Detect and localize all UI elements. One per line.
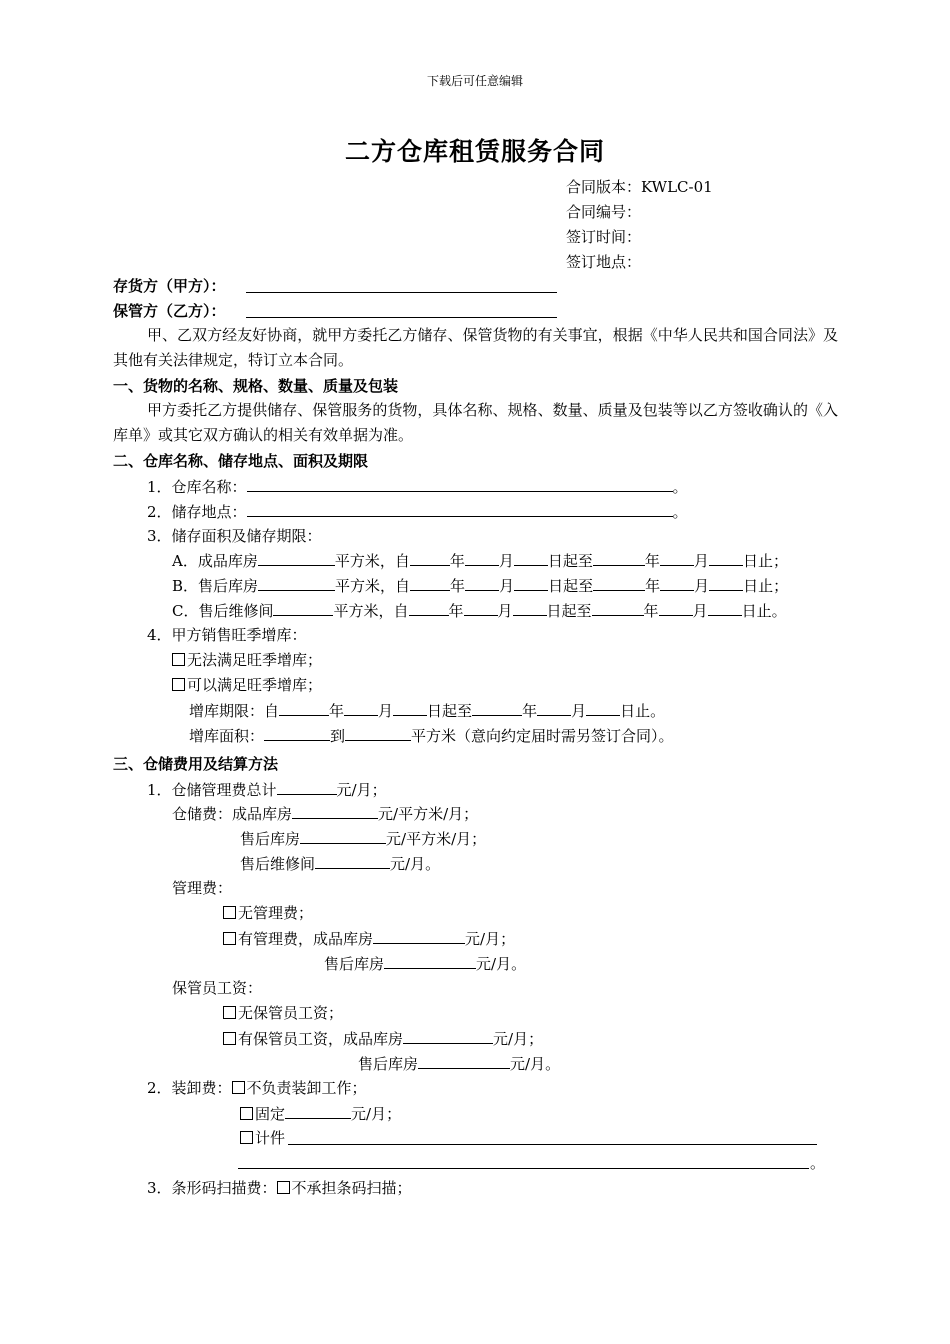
checkbox[interactable] [172, 678, 185, 691]
mgmt-fee-label: 管理费： [172, 879, 233, 897]
sign-place-label: 签订地点： [566, 253, 642, 271]
header-note: 下载后可任意编辑 [426, 74, 523, 88]
row-b-start-year-blank[interactable] [410, 576, 450, 591]
storage-fee-finished-blank[interactable] [292, 804, 378, 819]
section-1-body: 甲方委托乙方提供储存、保管服务的货物，具体名称、规格、数量、质量及包装等以乙方签收确认的《入库单》或其它双方确认的相关有效单据为准。 [113, 401, 838, 444]
extra-area-min-blank[interactable] [264, 726, 330, 741]
extra-start-month-blank[interactable] [344, 701, 378, 716]
row-a-start-month-blank[interactable] [465, 551, 499, 566]
row-c-area-blank[interactable] [273, 601, 333, 616]
checkbox[interactable] [223, 1006, 236, 1019]
row-c-end-day-blank[interactable] [708, 601, 742, 616]
row-b-start-day-blank[interactable] [514, 576, 548, 591]
year-text: 年 [645, 577, 661, 595]
extra-period-label: 增库期限：自 [189, 702, 280, 720]
unit-text: 元/月； [336, 781, 387, 799]
sqm-from-text: 平方米，自 [334, 552, 410, 570]
month-text: 月 [692, 602, 708, 620]
sqm-from-text: 平方米，自 [333, 602, 409, 620]
unit-text: 元/月； [351, 1105, 402, 1123]
storage-fee-repair-row [240, 854, 440, 873]
unit-text: 元/平方米/月； [378, 805, 479, 823]
unit-text: 元/平方米/月； [386, 830, 487, 848]
day-from-to-text: 日起至 [427, 702, 473, 720]
section-2-heading: 二、仓库名称、储存地点、面积及期限 [113, 452, 369, 470]
section-1-heading: 一、货物的名称、规格、数量、质量及包装 [113, 377, 399, 395]
storage-place-label: 2．储存地点： [147, 503, 247, 521]
finished-room-text: 成品库房 [232, 805, 293, 823]
row-b-area-blank[interactable] [258, 576, 335, 591]
row-c-start-day-blank[interactable] [513, 601, 547, 616]
row-a-end-day-blank[interactable] [709, 551, 743, 566]
day-from-to-text: 日起至 [548, 577, 594, 595]
finished-room-text: 成品库房 [343, 1030, 404, 1048]
year-text: 年 [449, 552, 465, 570]
unit-text: 元/月； [465, 930, 516, 948]
no-scan-label: 不承担条码扫描； [291, 1179, 412, 1197]
warehouse-name-blank[interactable] [247, 477, 673, 492]
page-title: 二方仓库租赁服务合同 [344, 137, 605, 166]
row-a-start-day-blank[interactable] [514, 551, 548, 566]
row-c-label: C．售后维修间 [172, 602, 274, 620]
row-a-end-month-blank[interactable] [660, 551, 694, 566]
row-b-end-month-blank[interactable] [660, 576, 694, 591]
row-a-end-year-blank[interactable] [593, 551, 645, 566]
period-mark: 。 [672, 503, 688, 521]
keeper-wage-label: 保管员工资： [172, 979, 263, 997]
checkbox[interactable] [172, 653, 185, 666]
checkbox[interactable] [240, 1107, 253, 1120]
area-row-c [172, 601, 787, 620]
peak-option-no-label: 无法满足旺季增库； [187, 651, 323, 669]
custodian-label: 保管方（乙方）： [113, 302, 226, 320]
day-end-text: 日止。 [741, 602, 787, 620]
sign-time-label: 签订时间： [566, 228, 642, 246]
storage-fee-repair-blank[interactable] [315, 854, 390, 869]
extra-start-year-blank[interactable] [279, 701, 329, 716]
year-text: 年 [643, 602, 659, 620]
storage-fee-finished-row [172, 804, 478, 823]
period-mark: 。 [672, 478, 688, 496]
extra-area-label: 增库面积： [189, 727, 265, 745]
after-room-text: 售后库房 [358, 1055, 419, 1073]
day-from-to-text: 日起至 [547, 552, 593, 570]
warehouse-name-row [147, 477, 688, 496]
finished-room-text: 成品库房 [313, 930, 374, 948]
area-row-b [172, 576, 788, 595]
unit-text: 元/月。 [476, 955, 527, 973]
row-b-start-month-blank[interactable] [465, 576, 499, 591]
handling-fixed-row [240, 1104, 401, 1123]
row-b-end-day-blank[interactable] [709, 576, 743, 591]
checkbox[interactable] [232, 1081, 245, 1094]
row-a-label: A．成品库房 [172, 552, 258, 570]
checkbox[interactable] [223, 906, 236, 919]
extra-end-day-blank[interactable] [586, 701, 620, 716]
keeper-finished-blank[interactable] [403, 1029, 493, 1044]
unit-text: 元/月； [493, 1030, 544, 1048]
year-text: 年 [448, 602, 464, 620]
row-c-start-month-blank[interactable] [464, 601, 498, 616]
month-text: 月 [571, 702, 587, 720]
piece-label: 计件 [255, 1129, 286, 1147]
custodian-blank[interactable] [246, 317, 557, 318]
extra-end-month-blank[interactable] [537, 701, 571, 716]
handling-fixed-blank[interactable] [285, 1104, 351, 1119]
unit-text: 元/月。 [510, 1055, 561, 1073]
handling-piece-row [240, 1129, 285, 1147]
depositor-blank[interactable] [246, 292, 557, 293]
mgmt-after-blank[interactable] [384, 954, 476, 969]
fixed-label: 固定 [255, 1105, 286, 1123]
keeper-after-row [358, 1054, 560, 1073]
warehouse-name-label: 1．仓库名称： [147, 478, 247, 496]
extra-period-row [189, 701, 665, 720]
extra-area-row [189, 726, 674, 745]
mgmt-after-row [324, 954, 526, 973]
has-mgmt-label: 有管理费， [238, 930, 314, 948]
keeper-option-has [223, 1029, 543, 1048]
peak-option-yes-label: 可以满足旺季增库； [187, 676, 323, 694]
no-keeper-label: 无保管员工资； [238, 1004, 344, 1022]
not-responsible-label: 不负责装卸工作； [246, 1079, 367, 1097]
peak-option-no[interactable] [172, 651, 322, 669]
row-a-start-year-blank[interactable] [410, 551, 450, 566]
sqm-from-text: 平方米，自 [335, 577, 411, 595]
peak-option-yes[interactable] [172, 676, 322, 694]
extra-end-year-blank[interactable] [472, 701, 522, 716]
to-text: 到 [330, 727, 346, 745]
row-c-end-month-blank[interactable] [659, 601, 693, 616]
month-text: 月 [499, 577, 515, 595]
storage-place-row [147, 502, 688, 521]
scan-fee-row [147, 1179, 412, 1197]
period-mark: 。 [810, 1154, 826, 1172]
month-text: 月 [498, 552, 514, 570]
storage-fee-after-blank[interactable] [300, 829, 386, 844]
extra-area-note: 平方米（意向约定届时需另签订合同）。 [411, 727, 674, 745]
checkbox[interactable] [240, 1131, 253, 1144]
keeper-option-none[interactable] [223, 1004, 343, 1022]
row-a-area-blank[interactable] [258, 551, 335, 566]
mgmt-option-none[interactable] [223, 904, 313, 922]
checkbox[interactable] [223, 932, 236, 945]
scan-fee-label: 3．条形码扫描费： [147, 1179, 277, 1197]
storage-place-blank[interactable] [247, 502, 673, 517]
unit-text: 元/月。 [390, 855, 441, 873]
contract-number-label: 合同编号： [566, 203, 642, 221]
keeper-after-blank[interactable] [418, 1054, 510, 1069]
month-text: 月 [497, 602, 513, 620]
contract-version: 合同版本：KWLC-01 [566, 178, 713, 196]
repair-room-text: 售后维修间 [240, 855, 316, 873]
row-c-start-year-blank[interactable] [409, 601, 449, 616]
year-text: 年 [329, 702, 345, 720]
day-end-text: 日止； [743, 577, 789, 595]
storage-fee-after-row [240, 829, 486, 848]
intro-paragraph: 甲、乙双方经友好协商，就甲方委托乙方储存、保管货物的有关事宜，根据《中华人民共和国合同法》及其他有关法律规定，特订立本合同。 [113, 326, 838, 369]
year-text: 年 [450, 577, 466, 595]
total-fee-row [147, 780, 387, 799]
section-3-heading: 三、仓储费用及结算方法 [113, 755, 279, 773]
row-b-end-year-blank[interactable] [593, 576, 645, 591]
extra-start-day-blank[interactable] [393, 701, 427, 716]
handling-piece-blank-2[interactable] [238, 1168, 809, 1169]
handling-piece-blank[interactable] [288, 1144, 817, 1145]
no-mgmt-label: 无管理费； [238, 904, 314, 922]
row-c-end-year-blank[interactable] [592, 601, 644, 616]
handling-fee-label: 2．装卸费： [147, 1079, 232, 1097]
day-end-text: 日止； [742, 552, 788, 570]
row-b-label: B．售后库房 [172, 577, 259, 595]
depositor-label: 存货方（甲方）： [113, 277, 226, 295]
day-from-to-text: 日起至 [546, 602, 592, 620]
year-text: 年 [644, 552, 660, 570]
day-end-text: 日止。 [620, 702, 666, 720]
peak-season-label: 4．甲方销售旺季增库： [147, 626, 307, 644]
total-fee-blank[interactable] [277, 780, 337, 795]
after-room-text: 售后库房 [324, 955, 385, 973]
mgmt-option-has [223, 929, 515, 948]
area-period-label: 3．储存面积及储存期限： [147, 527, 322, 545]
mgmt-finished-blank[interactable] [373, 929, 465, 944]
handling-fee-row [147, 1079, 367, 1097]
checkbox[interactable] [277, 1181, 290, 1194]
extra-area-max-blank[interactable] [345, 726, 411, 741]
checkbox[interactable] [223, 1032, 236, 1045]
after-room-text: 售后库房 [240, 830, 301, 848]
month-text: 月 [693, 552, 709, 570]
storage-fee-label: 仓储费： [172, 805, 233, 823]
area-row-a [172, 551, 788, 570]
month-text: 月 [694, 577, 710, 595]
has-keeper-label: 有保管员工资， [238, 1030, 344, 1048]
year-text: 年 [522, 702, 538, 720]
month-text: 月 [378, 702, 394, 720]
total-fee-label: 1．仓储管理费总计 [147, 781, 277, 799]
